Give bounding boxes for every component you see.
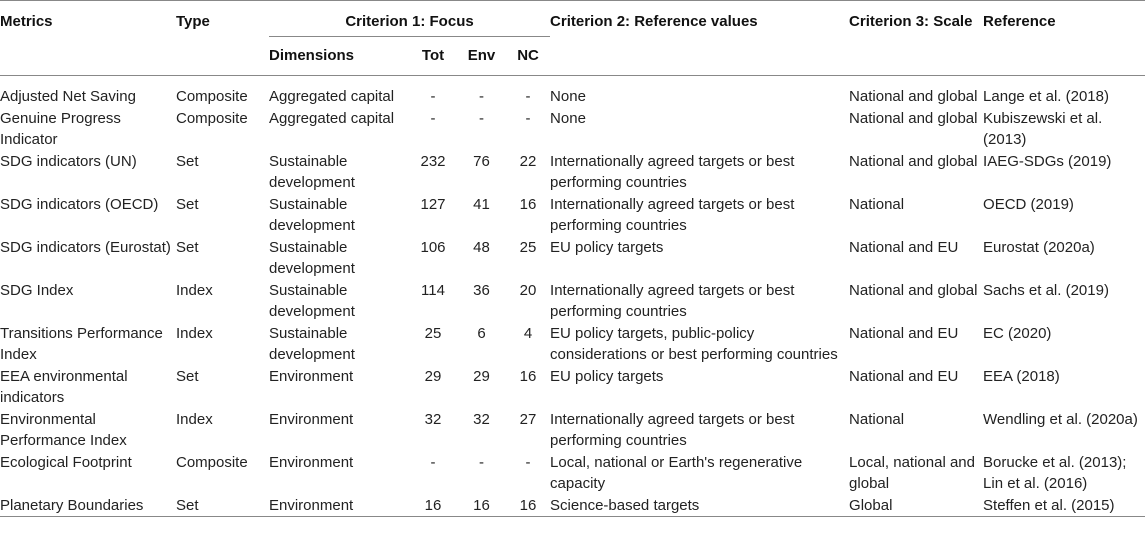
cell-reference: Kubiszewski et al. (2013) [983, 109, 1103, 148]
cell-metric: Planetary Boundaries [0, 496, 144, 514]
header-type: Type [176, 13, 210, 30]
cell-scale: National [849, 195, 905, 213]
cell-nc: 16 [519, 496, 537, 514]
table-row [0, 108, 1145, 151]
cell-dimensions: Environment [269, 496, 354, 514]
cell-env: 6 [477, 324, 486, 342]
header-dimensions: Dimensions [269, 46, 355, 64]
cell-tot: - [430, 109, 436, 127]
cell-reference-values: Internationally agreed targets or best performing countries [550, 281, 795, 320]
cell-reference: Lange et al. (2018) [983, 88, 1109, 105]
cell-type: Index [176, 410, 213, 428]
cell-tot: - [430, 453, 436, 471]
cell-tot: 32 [424, 410, 442, 428]
cell-nc: 4 [523, 324, 533, 342]
cell-reference-values: Internationally agreed targets or best performing countries [550, 152, 795, 191]
cell-reference-values: None [550, 88, 586, 105]
cell-reference-values: EU policy targets [550, 238, 664, 256]
header-criterion2: Criterion 2: Reference values [550, 13, 758, 30]
cell-env: - [479, 109, 484, 127]
cell-scale: National and EU [849, 367, 959, 385]
cell-type: Composite [176, 109, 248, 127]
cell-reference: IAEG-SDGs (2019) [983, 152, 1112, 170]
cell-scale: National and global [849, 88, 978, 105]
table-row [0, 76, 1145, 108]
cell-scale: National and global [849, 152, 978, 170]
cell-metric: SDG indicators (Eurostat) [0, 238, 171, 256]
table-row [0, 194, 1145, 237]
cell-env: 48 [473, 238, 490, 256]
cell-reference-values: Internationally agreed targets or best performing countries [550, 410, 795, 449]
cell-type: Composite [176, 88, 248, 105]
cell-scale: National [849, 410, 905, 428]
cell-reference: Sachs et al. (2019) [983, 281, 1109, 299]
cell-metric: SDG indicators (OECD) [0, 195, 159, 213]
cell-nc: 22 [519, 152, 537, 170]
cell-dimensions: Sustainable development [269, 324, 355, 363]
cell-tot: - [430, 88, 436, 105]
cell-tot: 232 [420, 152, 446, 170]
cell-tot: 25 [424, 324, 442, 342]
cell-tot: 16 [424, 496, 442, 514]
header-env: Env [467, 46, 496, 64]
header-reference: Reference [983, 13, 1056, 30]
cell-env: 36 [473, 281, 490, 299]
cell-reference-values: Local, national or Earth's regenerative capacity [550, 453, 803, 492]
cell-tot: 29 [424, 367, 442, 385]
cell-env: 16 [473, 496, 490, 514]
cell-scale: National and EU [849, 238, 959, 256]
header-criterion3: Criterion 3: Scale [849, 13, 973, 30]
cell-nc: 25 [519, 238, 537, 256]
cell-metric: Environmental Performance Index [0, 410, 127, 449]
table-header [0, 1, 1145, 76]
cell-reference: Eurostat (2020a) [983, 238, 1095, 256]
cell-tot: 106 [420, 238, 446, 256]
header-nc: NC [517, 46, 539, 64]
header-tot: Tot [421, 46, 445, 64]
cell-env: 76 [473, 152, 490, 170]
cell-reference-values: Science-based targets [550, 496, 700, 514]
cell-nc: - [525, 109, 531, 127]
cell-nc: 16 [519, 367, 537, 385]
cell-reference-values: EU policy targets [550, 367, 664, 385]
cell-type: Set [176, 367, 199, 385]
table-row [0, 280, 1145, 323]
cell-metric: Transitions Performance Index [0, 324, 163, 363]
cell-reference: EC (2020) [983, 324, 1052, 342]
cell-reference: OECD (2019) [983, 195, 1074, 213]
cell-metric: Genuine Progress Indicator [0, 109, 121, 148]
cell-dimensions: Aggregated capital [269, 88, 395, 105]
table-row [0, 452, 1145, 495]
cell-dimensions: Aggregated capital [269, 109, 395, 127]
cell-reference: Wendling et al. (2020a) [983, 410, 1138, 428]
cell-type: Set [176, 152, 199, 170]
cell-env: - [479, 88, 484, 105]
cell-nc: - [525, 453, 531, 471]
cell-tot: 114 [421, 281, 445, 299]
table-row [0, 495, 1145, 517]
cell-dimensions: Environment [269, 453, 354, 471]
table-row [0, 237, 1145, 280]
cell-dimensions: Environment [269, 367, 354, 385]
cell-dimensions: Sustainable development [269, 195, 355, 234]
cell-scale: National and global [849, 109, 978, 127]
cell-reference: Steffen et al. (2015) [983, 496, 1115, 514]
cell-nc: 27 [519, 410, 537, 428]
cell-scale: Global [849, 496, 893, 514]
cell-type: Set [176, 238, 199, 256]
cell-metric: EEA environmental indicators [0, 367, 128, 406]
cell-scale: National and EU [849, 324, 959, 342]
table-row [0, 409, 1145, 452]
cell-reference-values: Internationally agreed targets or best performing countries [550, 195, 795, 234]
cell-tot: 127 [420, 195, 446, 213]
cell-dimensions: Sustainable development [269, 238, 355, 277]
cell-reference: Borucke et al. (2013); Lin et al. (2016) [983, 453, 1127, 492]
cell-type: Composite [176, 453, 248, 471]
cell-metric: SDG Index [0, 281, 74, 299]
cell-type: Set [176, 496, 199, 514]
table-row [0, 366, 1145, 409]
cell-nc: 16 [519, 195, 537, 213]
cell-type: Index [176, 324, 213, 342]
cell-env: 29 [473, 367, 490, 385]
cell-nc: - [525, 88, 531, 105]
cell-dimensions: Sustainable development [269, 281, 355, 320]
cell-dimensions: Environment [269, 410, 354, 428]
cell-nc: 20 [519, 281, 537, 299]
table-body [0, 76, 1145, 517]
cell-type: Set [176, 195, 199, 213]
cell-type: Index [176, 281, 213, 299]
cell-metric: Adjusted Net Saving [0, 88, 136, 105]
cell-reference-values: EU policy targets, public-policy considerations or best performing countries [550, 324, 838, 363]
cell-reference-values: None [550, 109, 586, 127]
cell-env: 32 [473, 410, 490, 428]
cell-metric: Ecological Footprint [0, 453, 132, 471]
cell-reference: EEA (2018) [983, 367, 1060, 385]
header-metrics: Metrics [0, 13, 53, 30]
cell-env: 41 [473, 195, 490, 213]
table-row [0, 151, 1145, 194]
cell-dimensions: Sustainable development [269, 152, 355, 191]
cell-env: - [479, 453, 484, 471]
header-criterion1: Criterion 1: Focus [269, 1, 550, 37]
cell-metric: SDG indicators (UN) [0, 152, 137, 170]
table-row [0, 323, 1145, 366]
cell-scale: Local, national and global [849, 453, 975, 492]
cell-scale: National and global [849, 281, 978, 299]
